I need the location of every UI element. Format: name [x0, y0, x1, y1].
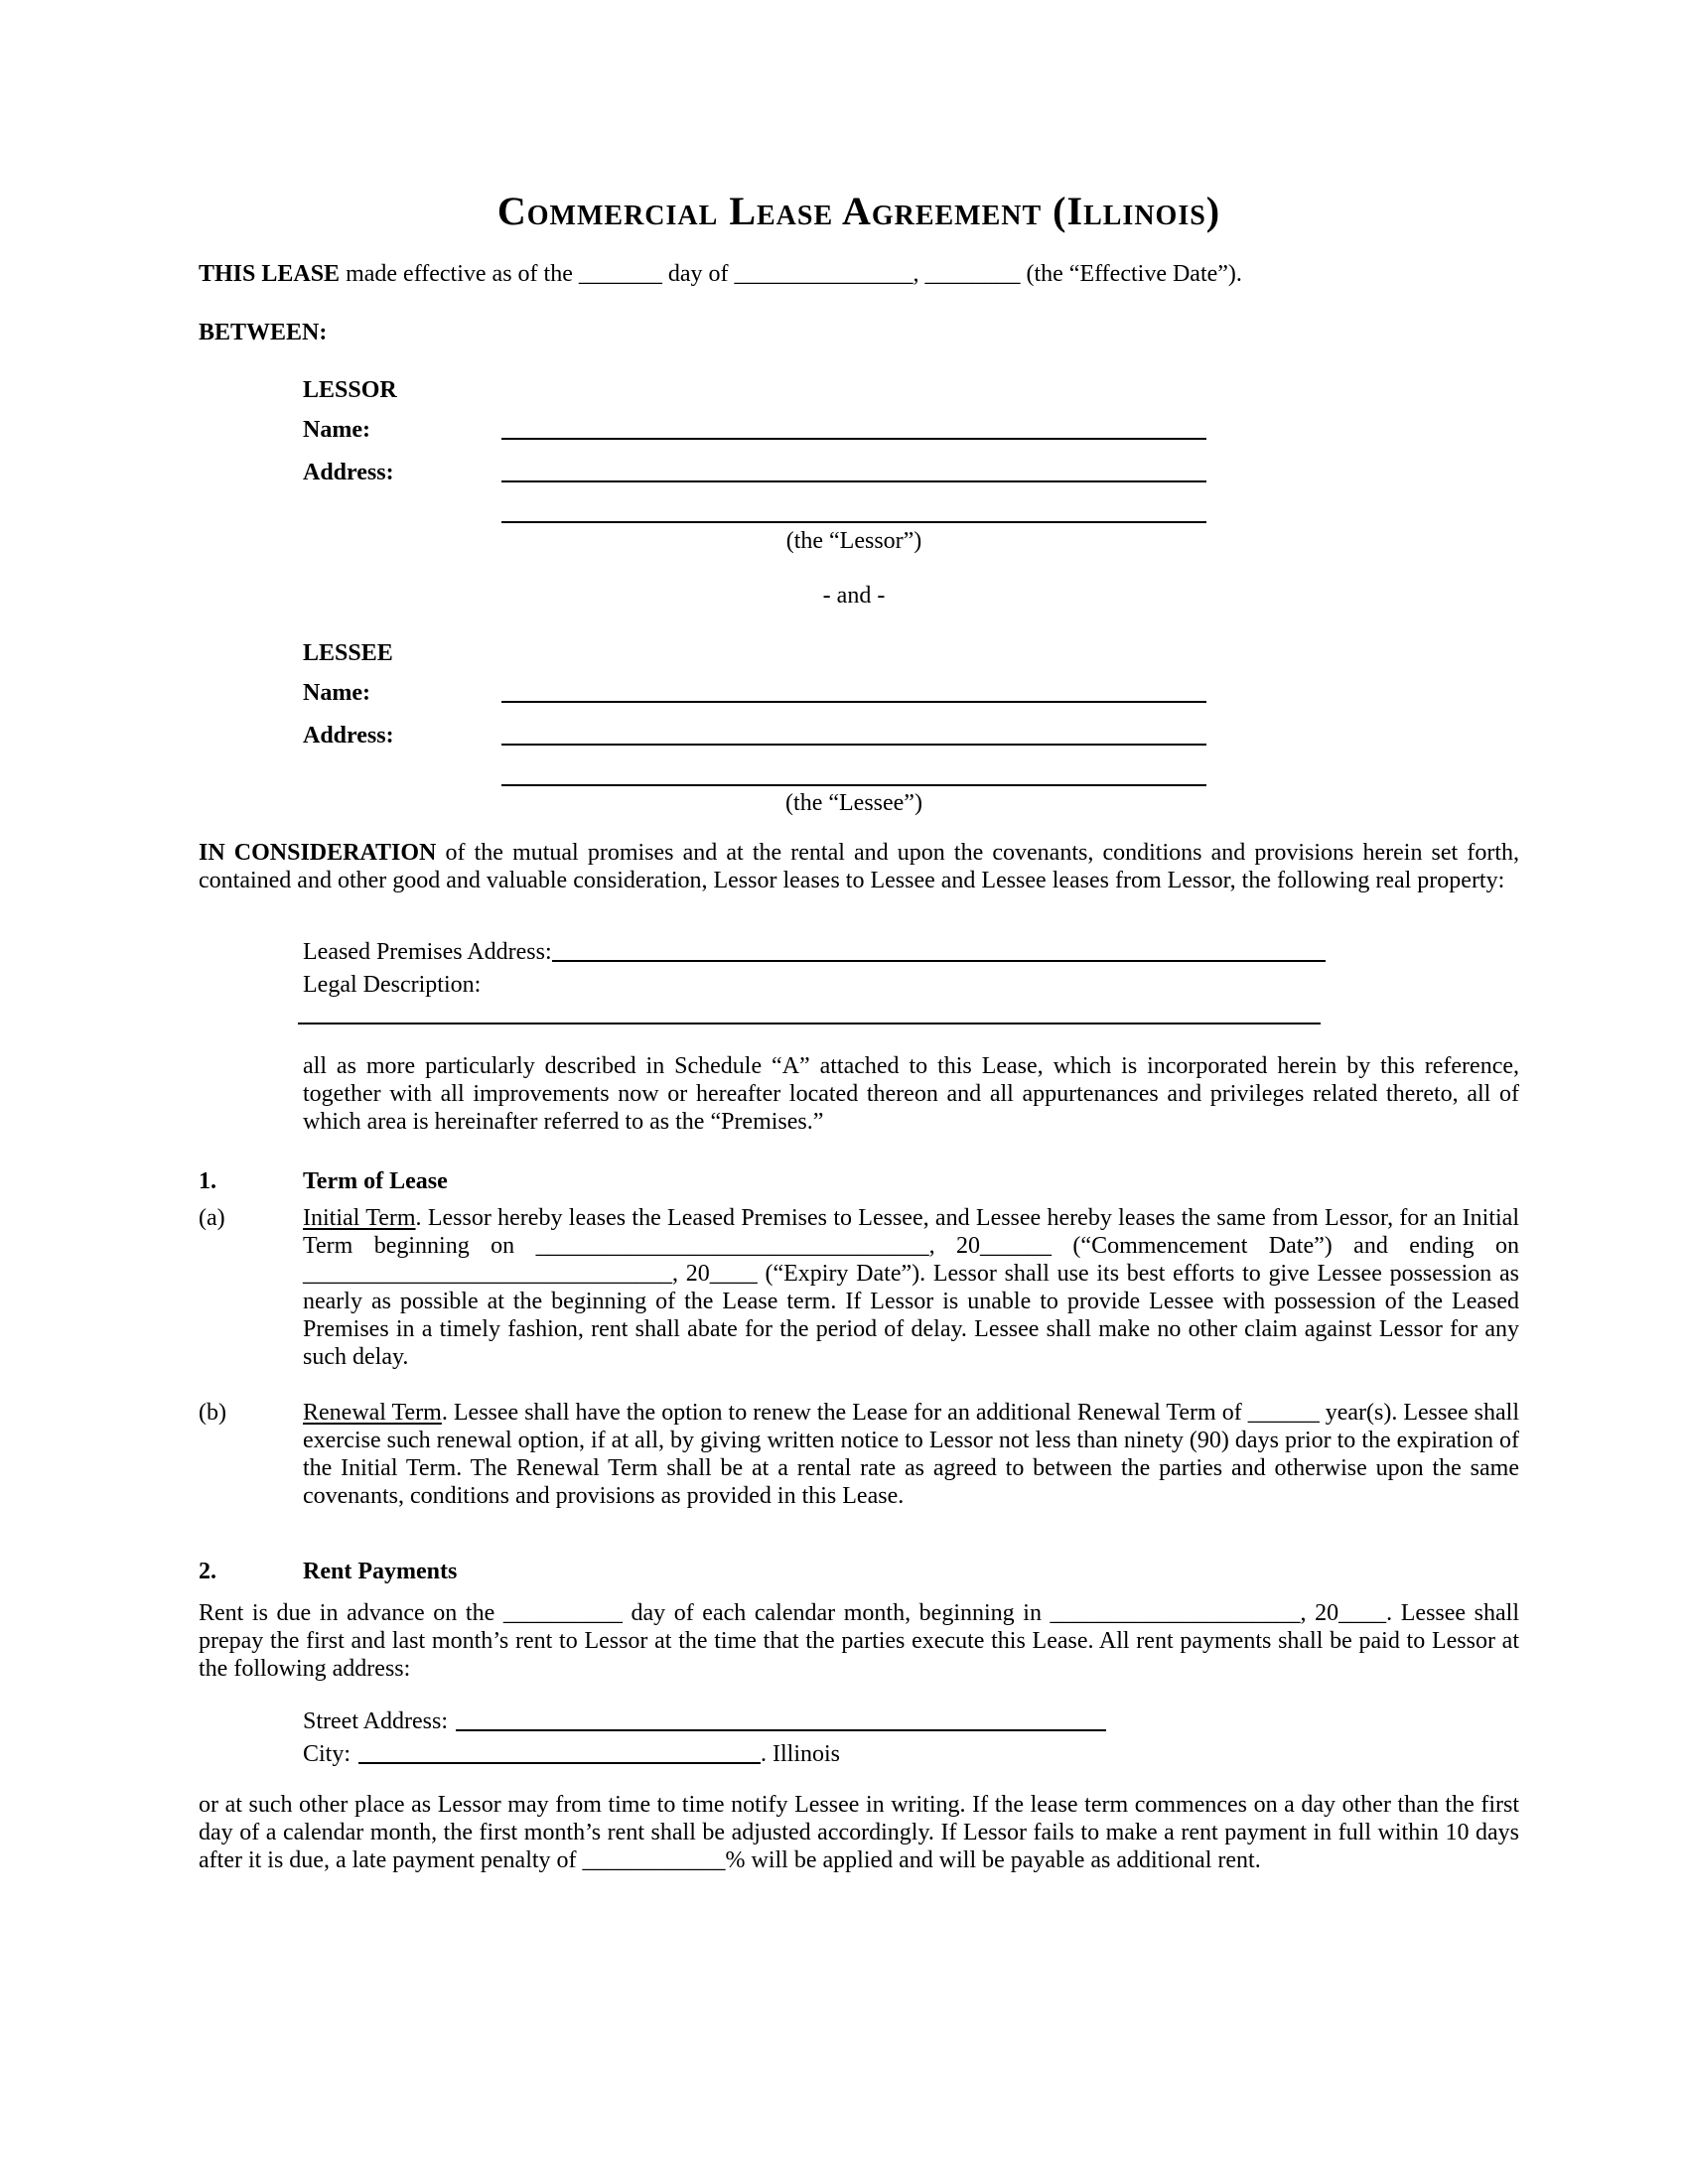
- intro-paragraph: [199, 260, 1519, 288]
- document-title: Commercial Lease Agreement (Illinois): [496, 189, 1221, 233]
- lessor-address-fill-line: [501, 459, 1206, 482]
- rent-paragraph-1: Rent is due in advance on the __________ day of each calendar month, beginning in _____________________, 20____. Lessee shall prepay the first and last month’s rent to Lessor at the time that the parties execute this Lease. All rent payments shall be paid to Lessor at the following address:: [199, 1600, 1519, 1682]
- clause-b-text: . Lessee shall have the option to renew the Lease for an additional Renewal Term of ______ year(s). Lessee shall exercise such renewal option, if at all, by giving written notice to Lessor not less than ninety (90) days prior to the expiration of the Initial Term. The Renewal Term shall be at a rental rate as agreed to between the parties and otherwise upon the same covenants, conditions and provisions as provided in this Lease.: [303, 1400, 1520, 1509]
- city-label: City:: [303, 1741, 352, 1767]
- clause-b-paragraph: [303, 1399, 1519, 1510]
- section-2-heading-row: [199, 1558, 1519, 1585]
- lessor-address-row: [303, 459, 1206, 486]
- lessor-name-fill-line: [501, 416, 1206, 440]
- section-2-number: 2.: [199, 1559, 216, 1584]
- lessor-address-fill-line-2: [501, 501, 1206, 523]
- clause-b-lead: Renewal Term: [303, 1400, 442, 1426]
- clause-b-label: (b): [199, 1400, 226, 1426]
- leased-premises-address-fill-line: [552, 938, 1326, 962]
- and-separator: - and -: [822, 583, 886, 609]
- clause-a-label: (a): [199, 1205, 225, 1231]
- city-fill-line: [358, 1740, 761, 1764]
- city-suffix: . Illinois: [761, 1741, 841, 1767]
- lessee-heading: LESSEE: [303, 640, 393, 666]
- lessee-address-label: Address:: [303, 723, 394, 749]
- section-1-heading: Term of Lease: [303, 1168, 448, 1194]
- clause-a-text: . Lessor hereby leases the Leased Premises to Lessee, and Lessee hereby leases the same from Lessor, for an Initial Term beginning on _________________________________, 20______ (“Commencement Date”) and ending on _______________________________, 20____ (“Expiry Date”). Lessor shall use its best efforts to give Lessee possession as nearly as possible at the beginning of the Lease term. If Lessor is unable to provide Lessee with possession of the Leased Premises in a timely fashion, rent shall abate for the period of delay. Lessee shall make no other claim against Lessor for any such delay.: [303, 1205, 1519, 1370]
- clause-b-row: [199, 1399, 1519, 1510]
- lessor-heading: LESSOR: [303, 377, 397, 403]
- section-1-heading-row: [199, 1167, 1519, 1195]
- leased-premises-address-row: [303, 938, 1326, 966]
- section-1-number: 1.: [199, 1168, 216, 1194]
- consideration-paragraph: [199, 839, 1519, 894]
- intro-lead: THIS LEASE: [199, 261, 341, 287]
- lessee-address-fill-line: [501, 722, 1206, 746]
- between-label: BETWEEN:: [199, 320, 328, 345]
- section-2-heading: Rent Payments: [303, 1559, 458, 1584]
- intro-text: made effective as of the _______ day of _______________, ________ (the “Effective Date”).: [340, 261, 1242, 287]
- consideration-lead: IN CONSIDERATION: [199, 840, 437, 866]
- lessor-caption: (the “Lessor”): [785, 528, 922, 554]
- clause-a-paragraph: [303, 1204, 1519, 1371]
- lessee-name-label: Name:: [303, 680, 370, 706]
- city-row: [303, 1740, 1157, 1768]
- leased-premises-address-label: Leased Premises Address:: [303, 939, 552, 965]
- clause-a-lead: Initial Term: [303, 1205, 416, 1231]
- legal-description-fill-line: [298, 1003, 1321, 1024]
- street-address-fill-line: [456, 1707, 1106, 1731]
- lessee-name-fill-line: [501, 679, 1206, 703]
- lessor-name-label: Name:: [303, 417, 370, 443]
- street-address-label: Street Address:: [303, 1708, 448, 1734]
- lessee-address-row: [303, 722, 1206, 750]
- lessee-address-fill-line-2: [501, 764, 1206, 786]
- street-address-row: [303, 1707, 1157, 1735]
- clause-a-row: [199, 1204, 1519, 1371]
- lessee-name-row: [303, 679, 1206, 707]
- lessor-name-row: [303, 416, 1206, 444]
- rent-paragraph-2: or at such other place as Lessor may from time to time notify Lessee in writing. If the lease term commences on a day other than the first day of a calendar month, the first month’s rent shall be adjusted accordingly. If Lessor fails to make a rent payment in full within 10 days after it is due, a late payment penalty of ____________% will be applied and will be payable as additional rent.: [199, 1792, 1519, 1873]
- premises-description-paragraph: all as more particularly described in Schedule “A” attached to this Lease, which is incorporated herein by this reference, together with all improvements now or hereafter located thereon and all appurtenances and privileges related thereto, all of which area is hereinafter referred to as the “Premises.”: [303, 1053, 1519, 1135]
- lessor-address-label: Address:: [303, 460, 394, 485]
- lessee-caption: (the “Lessee”): [785, 790, 922, 816]
- consideration-text: of the mutual promises and at the rental and upon the covenants, conditions and provisions herein set forth, contained and other good and valuable consideration, Lessor leases to Lessee and Lessee leases from Lessor, the following real property:: [199, 840, 1519, 893]
- legal-description-label: Legal Description:: [303, 972, 482, 998]
